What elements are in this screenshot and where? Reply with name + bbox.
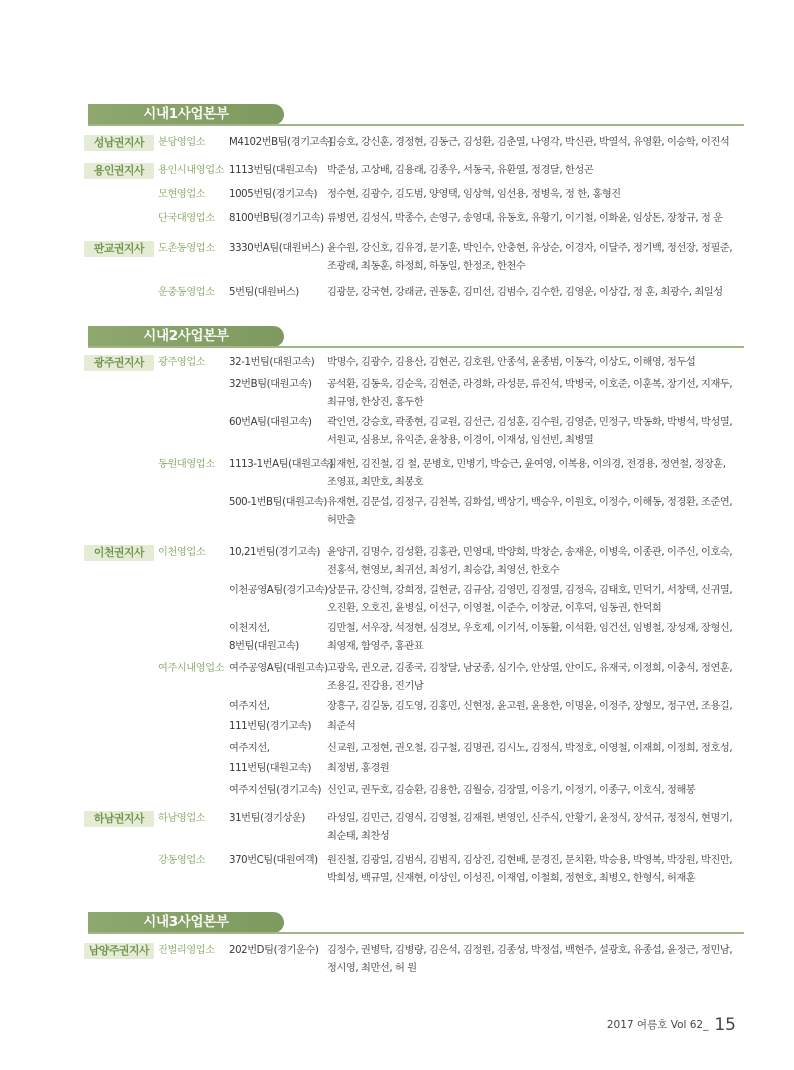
team-label: 32-1번팀(대원고속) xyxy=(229,357,315,368)
office-label: 도촌동영업소 xyxy=(158,243,215,254)
names-text: 박명수, 김광수, 김용산, 김현곤, 김호원, 안종석, 윤종범, 이동각, 이상도, 이해영, 정두섭 xyxy=(327,357,696,368)
names-text: 최영재, 함영주, 홍관표 xyxy=(327,641,424,652)
names-text: 김만철, 서우장, 석정현, 심경보, 우호제, 이기석, 이동활, 이석환, 임건선, 임병철, 장성재, 장형신, xyxy=(327,623,733,634)
team-label: 여주지선팀(경기고속) xyxy=(229,785,322,796)
office-label: 강동영업소 xyxy=(158,855,206,866)
section-title: 시내1사업본부 xyxy=(88,104,284,125)
office-label: 분당영업소 xyxy=(158,137,206,148)
section-divider xyxy=(88,932,744,934)
names-text: 최정범, 홍경원 xyxy=(327,763,390,774)
office-label: 용인시내영업소 xyxy=(158,165,225,176)
names-text: 유재현, 김문섭, 김정구, 김천복, 김화섭, 백상기, 백승우, 이원호, 이정수, 이해동, 정경환, 조준연, 허만출 xyxy=(327,497,733,526)
office-label: 단국대영업소 xyxy=(158,213,215,224)
branch-label: 남양주권지사 xyxy=(84,943,154,959)
names-text: 라성일, 김민근, 김영식, 김영철, 김재원, 변영인, 신주식, 안황기, 윤정식, 장석규, 정정식, 현명기, 최순태, 최찬성 xyxy=(327,813,733,842)
names-text: 곽인연, 강승호, 곽종현, 김교원, 김선근, 김성훈, 김수원, 김영준, 민정구, 박동화, 박병석, 박성열, 서원교, 심용보, 유익준, 윤창용, 이경이, 이재성, 임선빈, 최병열 xyxy=(327,417,733,446)
team-label: 111번팀(대원고속) xyxy=(229,763,312,774)
office-label: 운중동영업소 xyxy=(158,287,215,298)
branch-label: 하남권지사 xyxy=(84,811,154,827)
team-label: 8100번B팀(경기고속) xyxy=(229,213,324,224)
team-label: 370번C팀(대원여객) xyxy=(229,855,318,866)
team-label: 1113번팀(대원고속) xyxy=(229,165,318,176)
names-text: 김광문, 강국현, 강래균, 권동훈, 김미선, 김범수, 김수한, 김영운, 이상갑, 정 훈, 최광수, 최일성 xyxy=(327,287,723,298)
team-label: 여주공영A팀(대원고속) xyxy=(229,663,328,674)
team-label: 60번A팀(대원고속) xyxy=(229,417,312,428)
team-label: 1005번팀(경기고속) xyxy=(229,189,318,200)
section-title: 시내3사업본부 xyxy=(88,912,284,933)
office-label: 이천영업소 xyxy=(158,547,206,558)
names-text: 김정수, 권병탁, 김병량, 김은석, 김정원, 김종성, 박정섭, 백현주, 설광호, 유종섭, 윤정근, 정민남, 정시영, 최만선, 허 원 xyxy=(327,945,733,974)
names-text: 김재헌, 김진철, 김 철, 문병호, 민병기, 박승근, 윤여영, 이복용, 이의경, 전경용, 정연철, 정장훈, 조영표, 최만호, 최봉호 xyxy=(327,459,726,488)
office-label: 여주시내영업소 xyxy=(158,663,225,674)
office-label: 동원대영업소 xyxy=(158,459,215,470)
names-text: 공석환, 김동욱, 김순욱, 김현준, 라경화, 라성문, 류진석, 박병국, 이호준, 이훈복, 장기선, 지재두, 최규영, 한상진, 홍두한 xyxy=(327,379,733,408)
team-label: 이천지선, xyxy=(229,623,270,634)
names-text: 최준석 xyxy=(327,721,356,732)
names-text: 원진철, 김광일, 김범식, 김범직, 김상진, 김현배, 문경진, 문치환, 박승용, 박영복, 박장원, 박진만, 박희성, 백규열, 신재현, 이상인, 이성진, 이재엽, 이철희, 정현호, 최병오, 한형식, 허재훈 xyxy=(327,855,733,884)
names-text: 류병연, 김성식, 박종수, 손영구, 송영대, 유동호, 유황기, 이기철, 이화윤, 임상돈, 장창규, 정 운 xyxy=(327,213,723,224)
team-label: 이천공영A팀(경기고속) xyxy=(229,585,328,596)
branch-label: 이천권지사 xyxy=(84,545,154,561)
section-divider xyxy=(88,346,744,348)
team-label: 5번팀(대원버스) xyxy=(229,287,299,298)
office-label: 하남영업소 xyxy=(158,813,206,824)
team-label: 111번팀(경기고속) xyxy=(229,721,312,732)
team-label: 202번D팀(경기운수) xyxy=(229,945,319,956)
team-label: 500-1번B팀(대원고속) xyxy=(229,497,327,508)
team-label: 8번팀(대원고속) xyxy=(229,641,299,652)
names-text: 윤수원, 강신호, 김유경, 문기훈, 박인수, 안충현, 유상순, 이경자, 이달주, 정기백, 정선장, 정필준, 조광래, 최동훈, 하정희, 하동일, 한정조, 한천수 xyxy=(327,243,733,272)
team-label: 31번팀(경기상운) xyxy=(229,813,305,824)
page-footer xyxy=(607,1015,736,1035)
team-label: 여주지선, xyxy=(229,743,270,754)
branch-label: 성남권지사 xyxy=(84,135,154,151)
branch-label: 용인권지사 xyxy=(84,163,154,179)
names-text: 신교원, 고정현, 권오철, 김구철, 김명권, 김시노, 김정식, 박정호, 이영철, 이재희, 이정희, 정호성, xyxy=(327,743,733,754)
office-label: 진벌리영업소 xyxy=(158,945,215,956)
names-text: 박준성, 고상배, 김용래, 김종우, 서동국, 유환열, 정경달, 한성곤 xyxy=(327,165,594,176)
team-label: 여주지선, xyxy=(229,701,270,712)
office-label: 광주영업소 xyxy=(158,357,206,368)
team-label: 3330번A팀(대원버스) xyxy=(229,243,324,254)
team-label: 32번B팀(대원고속) xyxy=(229,379,312,390)
issue-label: 2017 여름호 Vol 62_ xyxy=(606,1019,709,1031)
names-text: 윤양귀, 김명수, 김성환, 김홍관, 민영대, 박양희, 박창순, 송재운, 이병욱, 이종관, 이주신, 이호숙, 전홍석, 현영보, 최귀선, 최성기, 최승갑, 최영선, 한호수 xyxy=(327,547,733,576)
team-label: 10,21번팀(경기고속) xyxy=(229,547,320,558)
team-label: M4102번B팀(경기고속) xyxy=(229,137,333,148)
branch-label: 판교권지사 xyxy=(84,241,154,257)
section-title: 시내2사업본부 xyxy=(88,326,284,347)
section-divider xyxy=(88,124,744,126)
team-label: 1113-1번A팀(대원고속) xyxy=(229,459,334,470)
names-text: 상문규, 강신혁, 강희정, 길현균, 김규삼, 김영민, 김정열, 김정옥, 김태호, 민덕기, 서창택, 신귀열, 오진환, 오호진, 윤병실, 이선구, 이영철, 이준수, 이창균, 이후덕, 임동권, 한덕희 xyxy=(327,585,733,614)
names-text: 정수현, 김광수, 김도범, 양영택, 임상혁, 임선용, 정병욱, 정 한, 홍형진 xyxy=(327,189,621,200)
office-label: 모현영업소 xyxy=(158,189,206,200)
page-number: 15 xyxy=(714,1015,736,1035)
names-text: 장흥구, 김길동, 김도영, 김홍민, 신현정, 윤고원, 윤용한, 이명윤, 이정주, 장형모, 정구연, 조용길, xyxy=(327,701,733,712)
names-text: 신인교, 권두호, 김승환, 김용한, 김월승, 김장열, 이응기, 이정기, 이종구, 이호식, 정해봉 xyxy=(327,785,696,796)
branch-label: 광주권지사 xyxy=(84,355,154,371)
names-text: 김승호, 강신훈, 경정현, 김동근, 김성환, 김춘열, 나영각, 박신관, 박열석, 유영환, 이승학, 이진석 xyxy=(327,137,730,148)
names-text: 고광욱, 권오균, 김종국, 김창달, 남궁종, 심기수, 안상열, 안이도, 유재국, 이정희, 이충식, 정연훈, 조용길, 진갑용, 진기남 xyxy=(327,663,733,692)
